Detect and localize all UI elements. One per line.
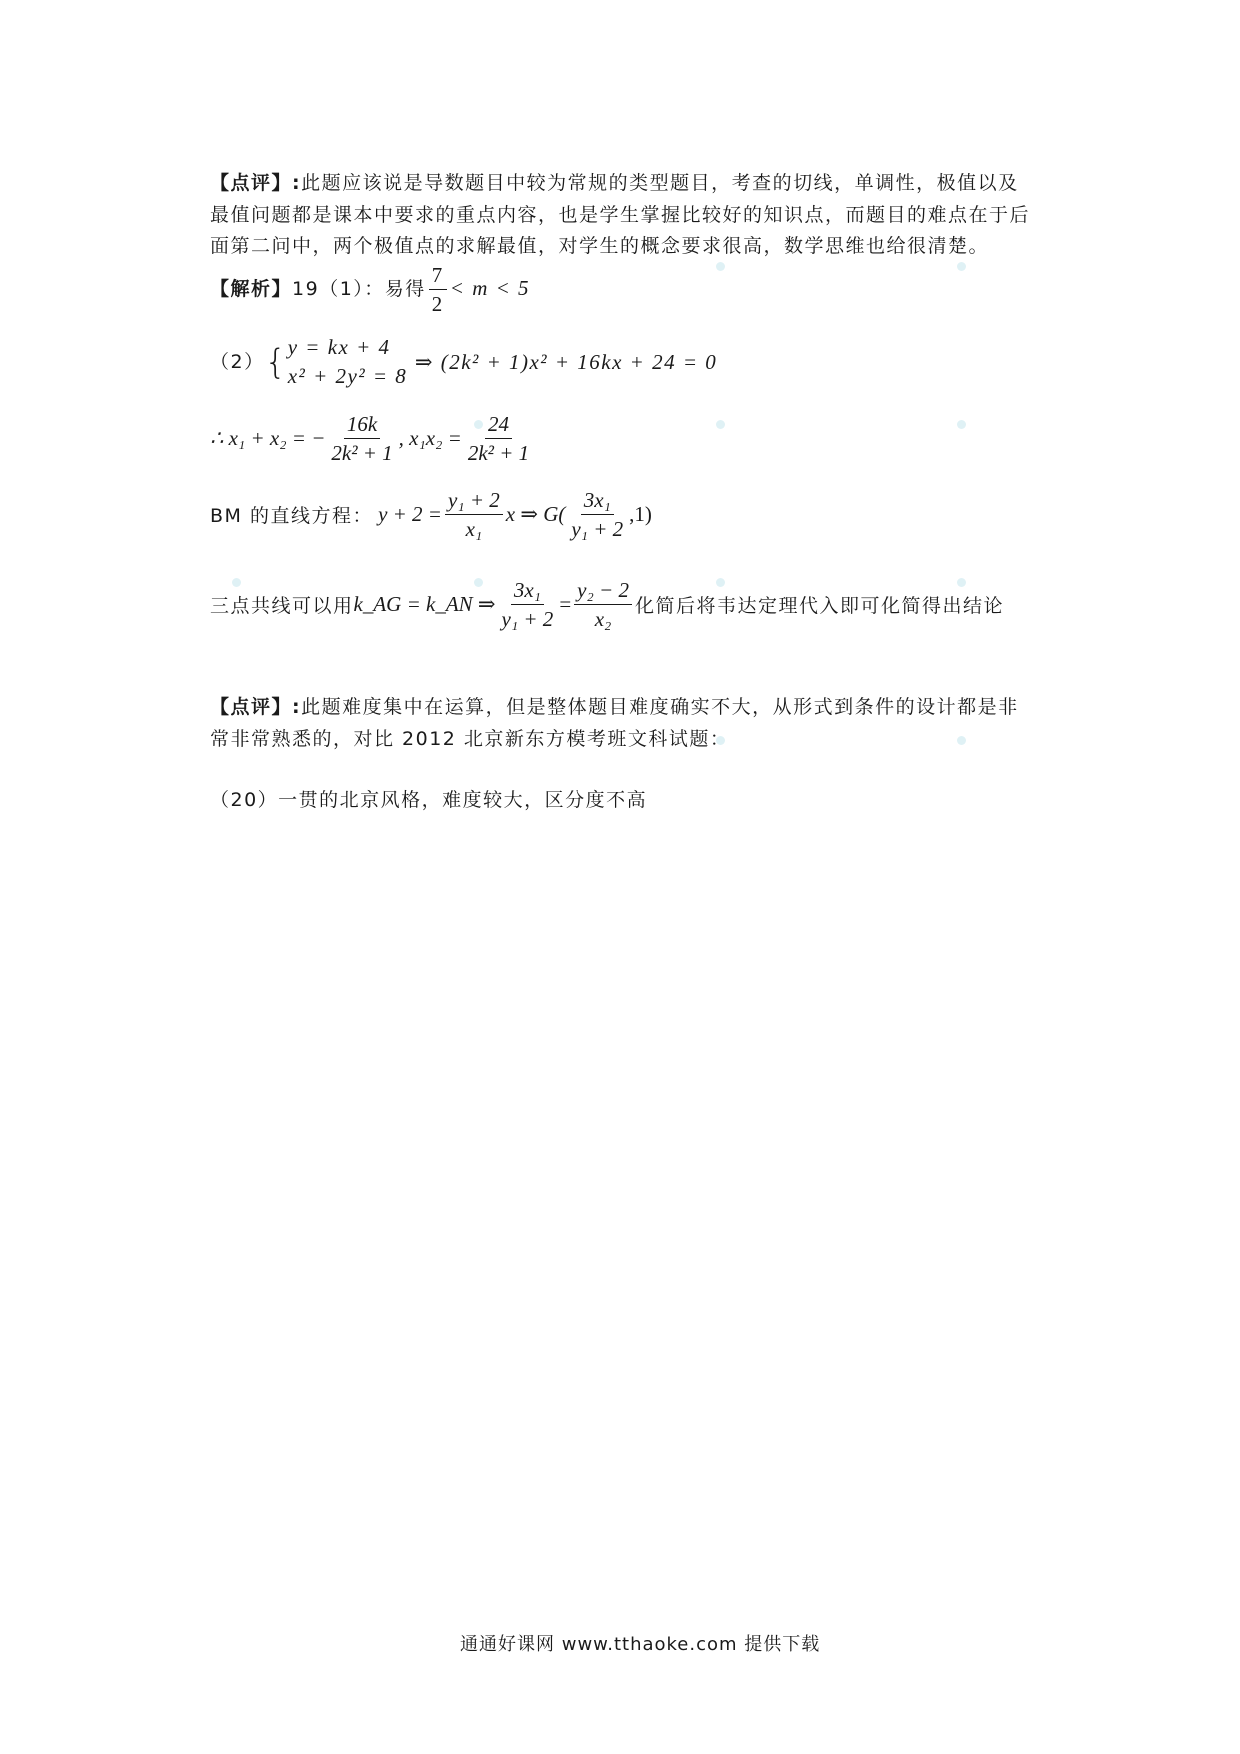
fraction-seven-halves: $\frac{7}{2}$ — [429, 263, 447, 316]
collinear-prefix: 三点共线可以用 — [210, 595, 354, 618]
collinear-eq: = — [559, 592, 572, 617]
collinear-line — [210, 578, 1004, 631]
vieta-sum-lhs: ∴ x₁ + x₂ = − — [210, 426, 326, 451]
bm-slope-fraction: $\frac{\text{y₁ + 2}}{\text{x₁}}$ — [445, 488, 503, 541]
review1-line3: 面第二问中，两个极值点的求解最值，对学生的概念要求很高，数学思维也给很清楚。 — [210, 235, 990, 257]
review1-text-line1: 此题应该说是导数题目中较为常规的类型题目，考查的切线，单调性，极值以及 — [301, 172, 1019, 194]
solution-label: 【解析】 — [210, 278, 293, 301]
collinear-fraction-right: $\frac{\text{y₂ − 2}}{\text{x₂}}$ — [574, 578, 632, 631]
review2-line2: 常非常熟悉的，对比 2012 北京新东方模考班文科试题： — [210, 728, 731, 750]
vieta-product-fraction: $\frac{24}{\text{2k² + 1}}$ — [467, 412, 530, 466]
equation-top: y = kx + 4 — [287, 335, 391, 359]
scan-speck — [957, 736, 966, 745]
review2-line1 — [210, 692, 1019, 719]
scan-speck — [957, 262, 966, 271]
scan-speck — [716, 420, 725, 429]
equation-bottom: x² + 2y² = 8 — [287, 364, 408, 389]
solution-part1 — [210, 263, 530, 316]
bm-mid: x ⇒ G( — [505, 502, 566, 527]
solution-part2 — [210, 333, 717, 392]
bm-line — [210, 488, 652, 541]
g-x-fraction: $\frac{\text{3x₁}}{\text{y₁ + 2}}$ — [571, 488, 624, 542]
review1-line1 — [210, 168, 1019, 195]
solution-part1-inequality: < m < 5 — [449, 276, 531, 301]
bm-lhs: y + 2 = — [378, 502, 442, 527]
vieta-line — [210, 412, 535, 465]
brace-symbol: { — [264, 342, 288, 383]
scan-speck — [957, 420, 966, 429]
vieta-product-lhs: , x₁x₂ = — [398, 426, 462, 451]
collinear-suffix: 化简后将韦达定理代入即可化简得出结论 — [634, 595, 1004, 618]
review1-line2: 最值问题都是课本中要求的重点内容，也是学生掌握比较好的知识点，而题目的难点在于后 — [210, 204, 1031, 226]
bm-label: BM 的直线方程： — [210, 505, 373, 528]
footer-watermark: 通通好课网 www.tthaoke.com 提供下载 — [460, 1634, 821, 1655]
review1-label: 【点评】: — [210, 172, 302, 194]
solution-part1-prefix: 19（1）：易得 — [292, 278, 426, 301]
scan-speck — [716, 262, 725, 271]
collinear-k: k_AG = k_AN ⇒ — [353, 592, 496, 617]
vieta-sum-fraction: $\frac{16k}{\text{2k² + 1}}$ — [331, 412, 393, 466]
bm-end: ,1) — [629, 502, 652, 527]
review2-text-line1: 此题难度集中在运算，但是整体题目难度确实不大，从形式到条件的设计都是非 — [301, 696, 1019, 718]
collinear-fraction-left: $\frac{\text{3x₁}}{\text{y₁ + 2}}$ — [501, 578, 554, 632]
equation-result: ⇒ (2k² + 1)x² + 16kx + 24 = 0 — [414, 349, 718, 374]
part2-label: （2） — [210, 350, 265, 373]
q20-comment: （20）一贯的北京风格，难度较大，区分度不高 — [210, 789, 648, 811]
equation-system — [288, 333, 408, 392]
review2-label: 【点评】: — [210, 696, 302, 718]
